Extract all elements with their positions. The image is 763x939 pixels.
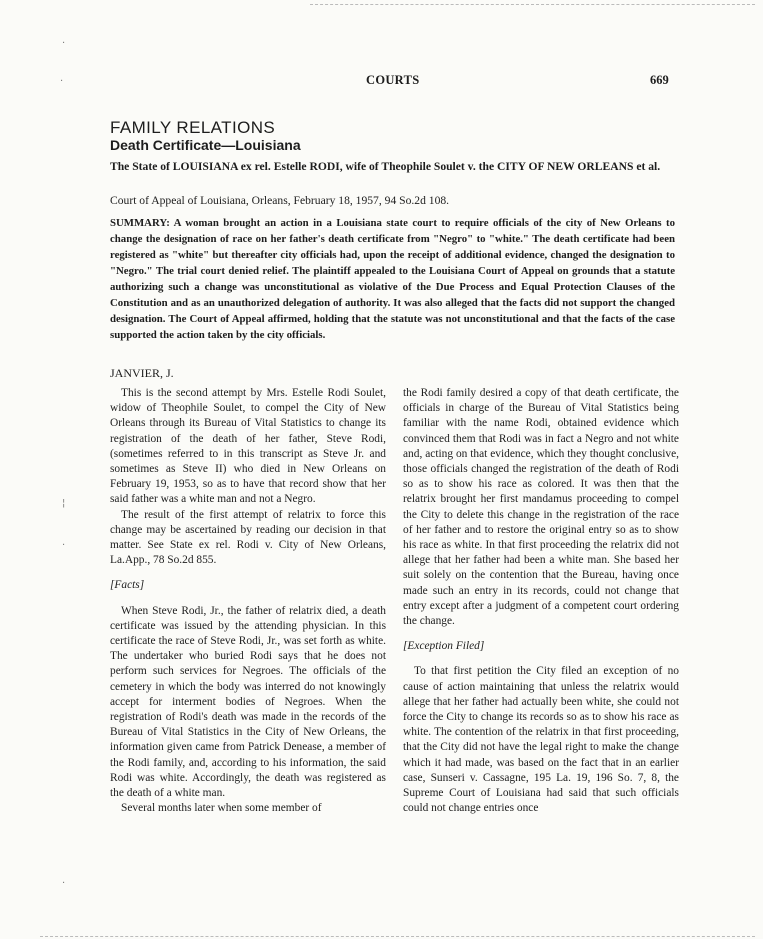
margin-speck: · — [60, 76, 64, 87]
margin-speck: · — [62, 540, 66, 551]
page-number: 669 — [650, 73, 669, 87]
opinion-column-right — [403, 386, 679, 816]
scan-edge-bottom — [40, 936, 755, 937]
case-caption: The State of LOUISIANA ex rel. Estelle RODI, wife of Theophile Soulet v. the CITY OF NEW ORLEANS et al. — [110, 160, 661, 173]
judge-name: JANVIER, J. — [110, 366, 174, 380]
opinion-paragraph: This is the second attempt by Mrs. Estelle Rodi Soulet, widow of Theophile Soulet, to compel the City of New Orleans through its Bureau of Vital Statistics to change its registration of the death of her father, Steve Rodi, (sometimes referred to in this transcript as Steve Jr. and sometimes as Steve II) who died in New Orleans on February 19, 1953, so as to have that record show that her said father was a white man and not a Negro. — [110, 387, 386, 506]
section-subtitle: Death Certificate—Louisiana — [110, 137, 301, 153]
opinion-paragraph: Several months later when some member of — [121, 802, 322, 815]
margin-speck: · — [62, 38, 66, 49]
opinion-paragraph: The result of the first attempt of relatrix to force this change may be ascertained by reading our decision in that matter. See State ex rel. Rodi v. City of New Orleans, La.App., 78 So.2d 855. — [110, 508, 386, 567]
opinion-paragraph: To that first petition the City filed an exception of no cause of action maintaining that unless the relatrix would allege that her father had actually been white, she could not force the City to change its records so as to show his race as white. The contention of the relatrix in that first proceeding, that the City did not have the legal right to make the change which it had made, was based on the fact that in an earlier case, Sunseri v. Cassagne, 195 La. 19, 196 So. 7, 8, the Supreme Court of Louisiana had said that such officials could not change entries once — [403, 665, 679, 815]
opinion-paragraph: When Steve Rodi, Jr., the father of relatrix died, a death certificate was issued by the attending physician. In this certificate the race of Steve Rodi, Jr., was set forth as white. The undertaker who buried Rodi says that he does not perform such services for Negroes. The officials of the cemetery in which the body was interred do not knowingly accept for interment bodies of Negroes. When the registration of Rodi's death was made in the records of the Bureau of Vital Statistics in the City of New Orleans, the information given came from Patrick Denease, a member of the Rodi family, and, according to his information, the said Rodi was white. Accordingly, the death was registered as the death of a white man. — [110, 604, 386, 800]
margin-speck: ¦ — [62, 498, 66, 509]
opinion-column-left — [110, 386, 386, 816]
facts-heading: [Facts] — [110, 579, 145, 592]
section-title: FAMILY RELATIONS — [110, 118, 276, 137]
opinion-paragraph: the Rodi family desired a copy of that death certificate, the officials in charge of the Bureau of Vital Statistics being familiar with the name Rodi, obtained evidence which convinced them that Rodi was in fact a Negro and not white and, acting on that evidence, which they thought conclusive, those officials changed the registration of the death of Rodi so as to show his race as colored. It was then that the relatrix brought her first mandamus proceeding to compel the City to delete this change in the registration of the race of her father and to restore the original entry so as to show his race as white. In that first proceeding the relatrix did not allege that her father had been a white man. She based her suit solely on the contention that the Bureau, having once made such an entry in its records, could not change that entry except after a judgment of a competent court ordering the change. — [403, 387, 679, 628]
margin-speck: · — [62, 878, 66, 889]
running-head: COURTS — [366, 73, 420, 87]
scan-edge-top — [310, 4, 755, 5]
exception-heading: [Exception Filed] — [403, 640, 485, 653]
case-summary: SUMMARY: A woman brought an action in a Louisiana state court to require officials of the city of New Orleans to change the designation of race on her father's death certificate from "Negro" to "white." The death certificate had been registered as "white" but thereafter city officials had, upon the receipt of additional evidence, changed the designation to "Negro." The trial court denied relief. The plaintiff appealed to the Louisiana Court of Appeal on grounds that a statute authorizing such a change was unconstitutional as violative of the Due Process and Equal Protection Clauses of the Constitution and as an unauthorized delegation of authority. It was also alleged that the facts did not support the changed designation. The Court of Appeal affirmed, holding that the statute was not unconstitutional and that the facts of the case supported the action taken by the city officials. — [110, 217, 675, 341]
case-citation: Court of Appeal of Louisiana, Orleans, February 18, 1957, 94 So.2d 108. — [110, 194, 450, 207]
